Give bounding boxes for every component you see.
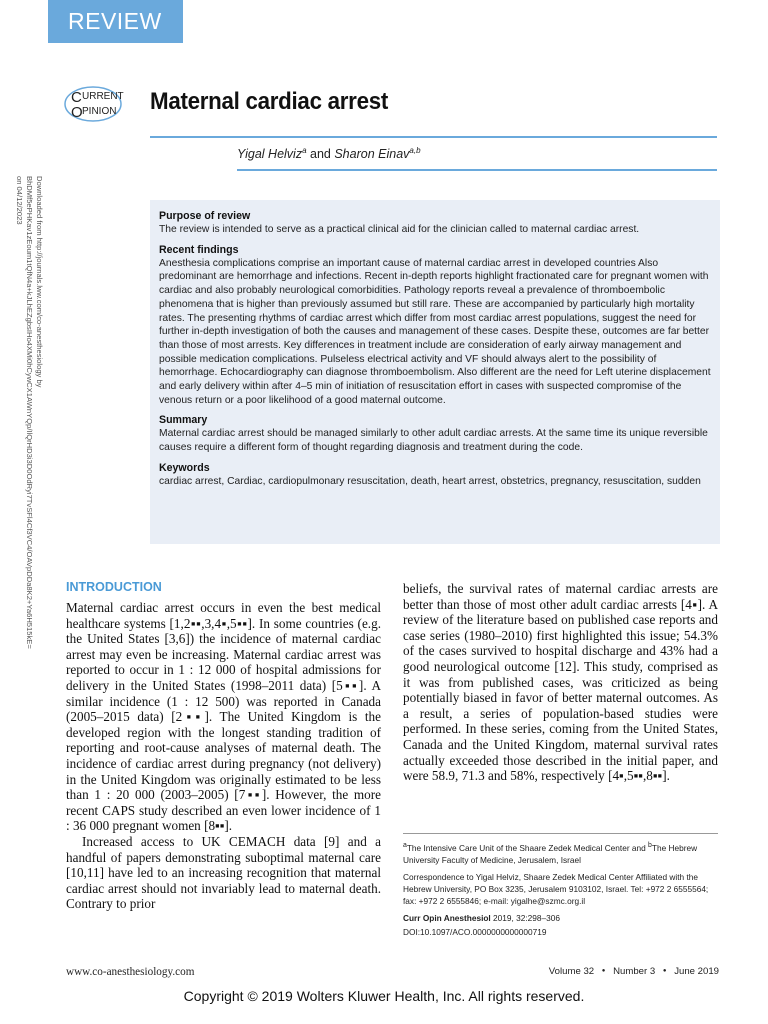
body-column-right — [403, 581, 718, 784]
logo-urrent: URRENT — [82, 91, 124, 102]
footnote-rule — [403, 833, 718, 834]
correspondence: Correspondence to Yigal Helviz, Shaare Zedek Medical Center Affiliated with the Hebrew University, PO Box 3235, Jerusalem 9103102, Israel. Tel: +972 2 6555564; fax: +972 2 6555846; e-mail: yigalhe@szmc.org.il — [403, 871, 709, 906]
current-opinion-logo — [63, 83, 139, 125]
title-rule — [150, 136, 717, 138]
affiliations — [403, 840, 721, 866]
footer-date: June 2019 — [674, 966, 719, 977]
abstract-box — [150, 200, 720, 544]
intro-paragraph-1: Maternal cardiac arrest occurs in even the best medical healthcare systems [1,2▪▪,3,4▪,5▪▪]. In some countries (e.g. the United States [3,6]) the incidence of maternal cardiac arrest may even be increasing. Maternal cardiac arrest was reported to occur in 1 : 12 000 of hospital admissions for delivery in the United States (1998–2011 data) [5▪▪]. A similar incidence (1 : 12 500) was reported in Canada (2005–2015 data) [2▪▪]. The United Kingdom is the developed region with the longest standing tradition of reporting and root-cause analyses of maternal death. The incidence of cardiac arrest during pregnancy (not delivery) in the United Kingdom was originally estimated to be less than 1 : 20 000 (2003–2005) [7▪▪]. However, the more recent CAPS study described an even lower incidence of 1 : 36 000 pregnant women [8▪▪]. — [66, 600, 381, 834]
footer-volume: Volume 32 — [548, 966, 595, 977]
download-watermark-text: Downloaded from http://journals.lww.com/co-anesthesiology by BhDMf5ePHKav1zEoum1tQfN4a+kJLhEZgbsIHo4XMi0hCywCX1AWnYQp/IlQrHD3i3D0OdRyi7TvSFl4Cf3VC4/OAVpDDa8K2+Ya6H515kE= on 04/12/2023 — [15, 176, 44, 649]
footer-bullet-1: ● — [601, 968, 606, 975]
journal-name: Curr Opin Anesthesiol — [403, 912, 491, 923]
purpose-text: The review is intended to serve as a practical clinical aid for the clinician called to maternal cardiac arrest. — [159, 224, 640, 235]
footer-issue-info — [549, 966, 719, 977]
findings-heading: Recent findings — [159, 243, 239, 256]
intro-paragraph-2: Increased access to UK CEMACH data [9] and a handful of papers demonstrating suboptimal maternal care [10,11] have led to an increasing recognition that maternal cardiac arrest should not invariably lead to maternal death. Contrary to prior — [66, 833, 381, 912]
summary-text: Maternal cardiac arrest should be managed similarly to other adult cardiac arrests. At the same time its unique reversible causes require a different form of thought regarding diagnosis and treatment during the code. — [159, 428, 708, 454]
citation — [403, 912, 721, 924]
download-watermark — [15, 176, 46, 649]
body-column-left — [66, 600, 381, 912]
affil-b-mark: b — [648, 842, 652, 849]
affil-a-mark: a — [403, 842, 407, 849]
authors-rule — [237, 169, 717, 171]
author-2-affil: a,b — [409, 146, 421, 155]
findings-text: Anesthesia complications comprise an important cause of maternal cardiac arrest in developed countries Also predominant are hemorrhage and infections. Recent in-depth reports highlight fractionated care for pregnant women with cardiac and also probably neurological comorbidities. Pathology reports reveal a prevalence of thromboembolic phenomena that is higher than previously assumed but still rare. These are accompanied by particularly high mortality rates. The presenting rhythms of cardiac arrest which differ from most cardiac arrest populations, suggest the need for further in-depth investigation of both the causes and management of these cases. Despite these, outcomes are far better than those of most arrests. Key differences in treatment include are consideration of early airway management and possible medication complications. Pulseless electrical activity and VF should always alert to the possibility of hemorrhage. Echocardiography can diagnose thromboembolism. Also different are the need for Left uterine displacement and early delivery within after 4–5 min of initiation of resuscitation effort in cases with suspected compromise of the venous return or a poor likelihood of a good maternal outcome. — [159, 257, 711, 406]
authors — [237, 146, 421, 161]
logo-o: O — [71, 104, 83, 121]
footer-bullet-2: ● — [662, 968, 667, 975]
affil-a-text: The Intensive Care Unit of the Shaare Zedek Medical Center and — [406, 842, 649, 853]
author-1: Yigal Helviz — [237, 147, 303, 162]
intro-paragraph-3: beliefs, the survival rates of maternal cardiac arrests are better than those of most other adult cardiac arrests [4▪]. A review of the literature based on published case reports and case series (1980–2010) first highlighted this issue; 54.3% of the cases survived to hospital discharge and 43% had a good neurological outcome [12]. This study, comprised as it was from published cases, was criticized as being potentially biased in favor of better maternal outcomes. As a result, a series of population-based studies were performed. In these series, coming from the United States, Canada and the United Kingdom, maternal survival rates actually exceeded those described in the initial paper, and were 58.9, 71.3 and 58%, respectively [4▪,5▪▪,8▪▪]. — [403, 581, 718, 784]
footer-number: Number 3 — [613, 966, 656, 977]
article-title: Maternal cardiac arrest — [150, 88, 388, 115]
logo-pinion: PINION — [82, 106, 117, 117]
keywords-heading: Keywords — [159, 461, 210, 474]
authors-and: and — [306, 147, 335, 162]
citation-details: 2019, 32:298–306 — [490, 912, 560, 923]
doi: DOI:10.1097/ACO.0000000000000719 — [403, 926, 547, 937]
summary-heading: Summary — [159, 414, 208, 427]
logo-c: C — [71, 89, 82, 106]
author-2: Sharon Einav — [334, 147, 410, 162]
introduction-heading: INTRODUCTION — [66, 580, 162, 594]
keywords-text: cardiac arrest, Cardiac, cardiopulmonary resuscitation, death, heart arrest, obstetrics, pregnancy, resuscitation, sudden — [159, 475, 701, 487]
footer-url[interactable]: www.co-anesthesiology.com — [66, 966, 195, 978]
footnotes — [403, 840, 721, 943]
author-1-affil: a — [302, 146, 307, 155]
purpose-heading: Purpose of review — [159, 210, 251, 222]
affil-b-text: The Hebrew University Faculty of Medicine, Jerusalem, Israel — [403, 842, 698, 865]
copyright-notice: Copyright © 2019 Wolters Kluwer Health, Inc. All rights reserved. — [183, 988, 585, 1004]
section-tab: REVIEW — [48, 0, 183, 43]
